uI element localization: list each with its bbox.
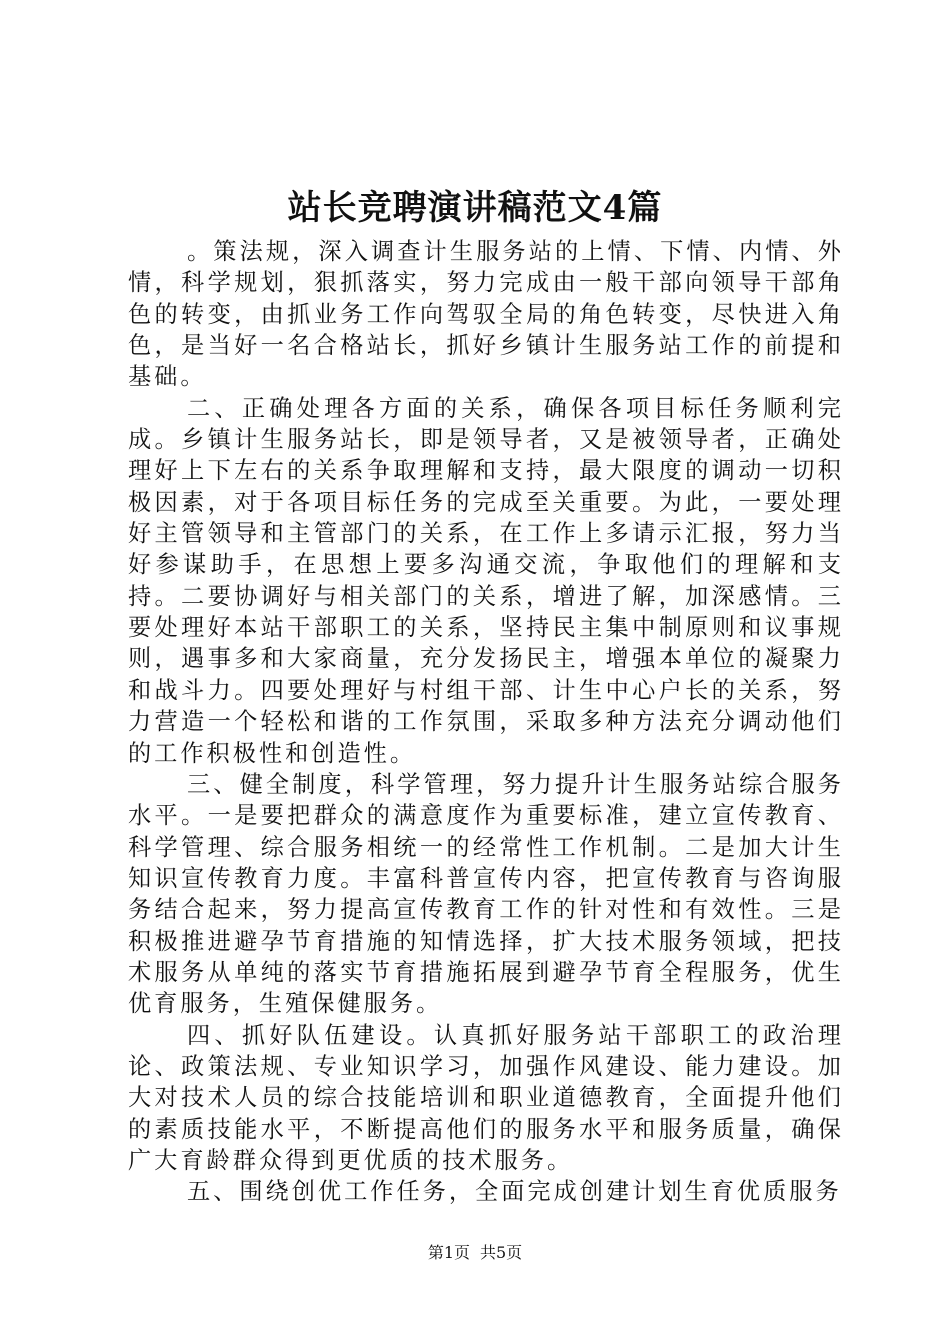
document-title: 站长竞聘演讲稿范文4篇 — [287, 188, 663, 228]
paragraph-2: 二、正确处理各方面的关系，确保各项目标任务顺利完成。乡镇计生服务站长，即是领导者，又是被领导者，正确处理好上下左右的关系争取理解和支持，最大限度的调动一切积极因素，对于各项目标任务的完成至关重要。为此，一要处理好主管领导和主管部门的关系，在工作上多请示汇报，努力当好参谋助手，在思想上要多沟通交流，争取他们的理解和支持。二要协调好与相关部门的关系，增进了解，加深感情。三要处理好本站干部职工的关系，坚持民主集中制原则和议事规则，遇事多和大家商量，充分发扬民主，增强本单位的凝聚力和战斗力。四要处理好与村组干部、计生中心户长的关系，努力营造一个轻松和谐的工作氛围，采取多种方法充分调动他们的工作积极性和创造性。 — [128, 394, 844, 767]
paragraph-1: 。策法规，深入调查计生服务站的上情、下情、内情、外情，科学规划，狠抓落实，努力完成由一般干部向领导干部角色的转变，由抓业务工作向驾驭全局的角色转变，尽快进入角色，是当好一名合格站长，抓好乡镇计生服务站工作的前提和基础。 — [128, 238, 844, 391]
paragraph-4: 四、抓好队伍建设。认真抓好服务站干部职工的政治理论、政策法规、专业知识学习，加强作风建设、能力建设。加大对技术人员的综合技能培训和职业道德教育，全面提升他们的素质技能水平，不断提高他们的服务水平和服务质量，确保广大育龄群众得到更优质的技术服务。 — [128, 1021, 844, 1174]
document-body — [128, 236, 844, 1208]
page-footer — [0, 1242, 950, 1264]
paragraph-5: 五、围绕创优工作任务，全面完成创建计划生育优质服务 — [187, 1178, 842, 1206]
page-total: 共5页 — [480, 1243, 523, 1262]
page-number: 第1页 — [427, 1243, 470, 1262]
paragraph-3: 三、健全制度，科学管理，努力提升计生服务站综合服务水平。一是要把群众的满意度作为重要标准，建立宣传教育、科学管理、综合服务相统一的经常性工作机制。二是加大计生知识宣传教育力度。丰富科普宣传内容，把宣传教育与咨询服务结合起来，努力提高宣传教育工作的针对性和有效性。三是积极推进避孕节育措施的知情选择，扩大技术服务领域，把技术服务从单纯的落实节育措施拓展到避孕节育全程服务，优生优育服务，生殖保健服务。 — [128, 770, 844, 1018]
